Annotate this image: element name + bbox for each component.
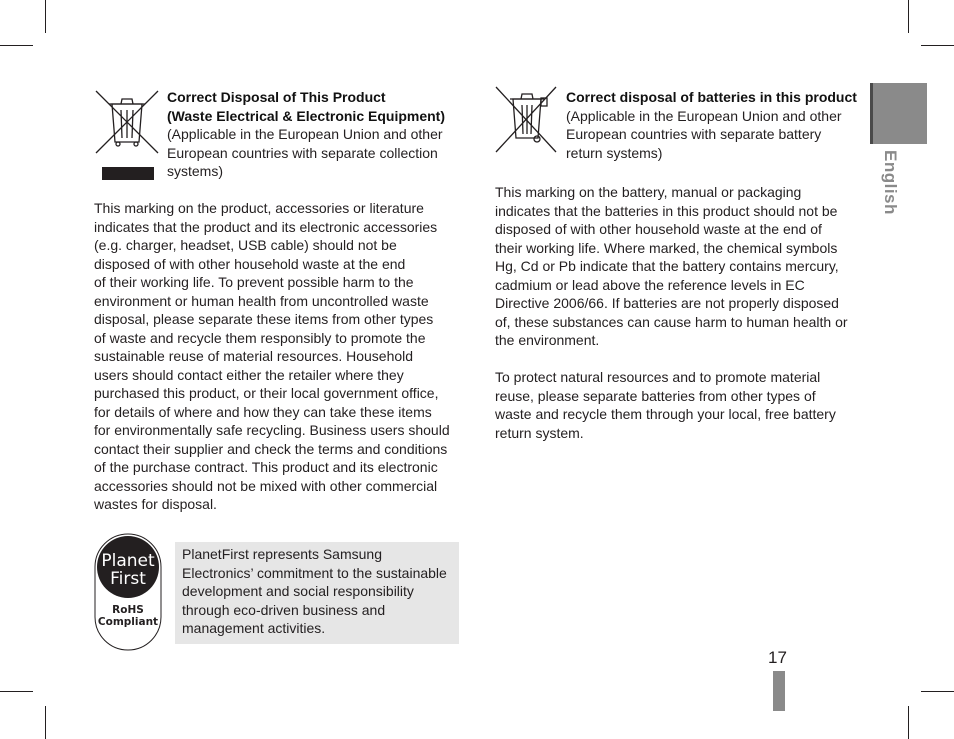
crop-mark <box>45 0 46 33</box>
battery-body-2: To protect natural resources and to promote material reuse, please separate batteries from other types of waste and recycle them through your local, free battery return system. <box>495 369 836 441</box>
crop-mark <box>908 0 909 33</box>
battery-title: Correct disposal of batteries in this product <box>566 89 857 105</box>
weee-title: Correct Disposal of This Product <box>167 89 386 105</box>
weee-section <box>94 88 460 514</box>
page-marker-bar <box>773 671 785 711</box>
weee-body: This marking on the product, accessories or literature indicates that the product and its electronic accessories (e.g. charger, headset, USB cable) should not be disposed of with other household waste at the end of their working life. To prevent possible harm to the environment or human health from uncontrolled waste disposal, please separate these items from other types of waste and recycle them responsibly to promote the sustainable reuse of material resources. Household users should contact either the retailer where they purchased this product, or their local government office, for details of where and how they can take these items for environmentally safe recycling. Business users should contact their supplier and check the terms and conditions of the purchase contract. This product and its electronic accessories should not be mixed with other commercial wastes for disposal. <box>94 200 450 512</box>
planet-first-text: PlanetFirst represents Samsung Electronics’ commitment to the sustainable development and social responsibility through eco-driven business and management activities. <box>182 546 447 636</box>
weee-subtitle: (Waste Electrical & Electronic Equipment) <box>167 107 445 124</box>
language-label: English <box>881 150 900 215</box>
crop-mark <box>908 706 909 739</box>
crop-mark <box>45 706 46 739</box>
battery-section <box>495 88 861 442</box>
battery-applicability: (Applicable in the European Union and other European countries with separate battery return systems) <box>566 107 842 161</box>
planet-first-logo <box>94 533 162 651</box>
rohs-compliant-label: Compliant <box>97 616 159 628</box>
language-tab <box>870 83 927 144</box>
language-tab-edge <box>870 83 873 144</box>
crop-mark <box>0 45 33 46</box>
planet-logo-line2: First <box>110 569 146 589</box>
crop-mark <box>921 691 954 692</box>
planet-logo-line1: Planet <box>101 551 155 571</box>
rohs-label: RoHS <box>112 604 144 616</box>
crop-mark <box>0 691 33 692</box>
planet-first-description <box>175 542 459 644</box>
battery-body-1: This marking on the battery, manual or packaging indicates that the batteries in this product should not be disposed of with other household waste at the end of their working life. Where marked, the chemical symbols Hg, Cd or Pb indicate that the battery contains mercury, cadmium or lead above the reference levels in EC Directive 2006/66. If batteries are not properly disposed of, these substances can cause harm to human health or the environment. <box>495 184 848 348</box>
page-number: 17 <box>768 648 787 667</box>
crop-mark <box>921 45 954 46</box>
weee-applicability: (Applicable in the European Union and other European countries with separate collection systems) <box>167 126 443 179</box>
